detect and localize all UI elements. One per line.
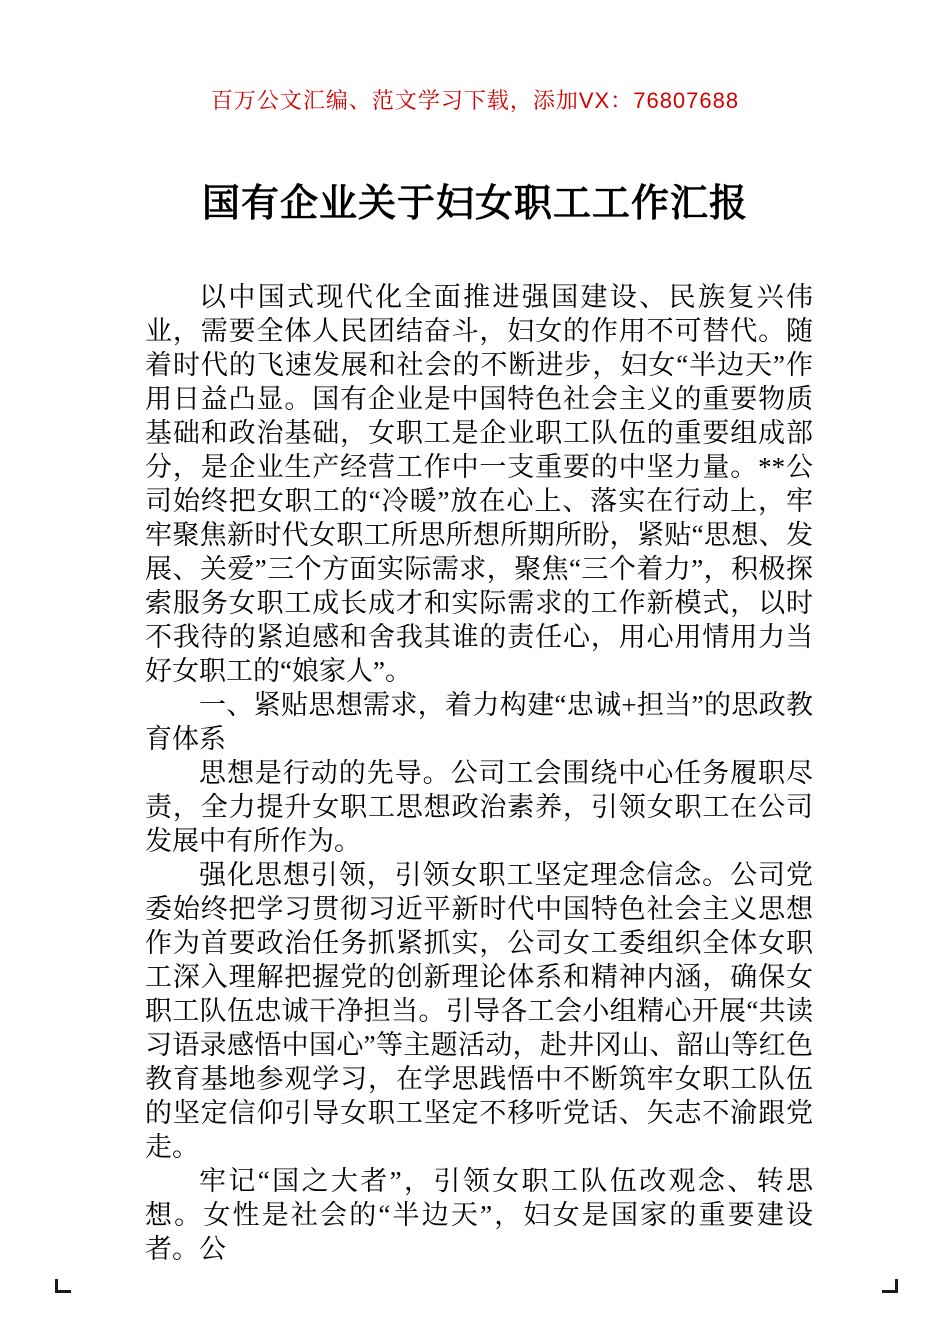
paragraph: 牢记“国之大者”，引领女职工队伍改观念、转思想。女性是社会的“半边天”，妇女是国家的重要建设者。公 [145, 1166, 813, 1264]
document-body [145, 280, 813, 1266]
page-corner-mark-left [55, 1279, 71, 1293]
paragraph-intro: 以中国式现代化全面推进强国建设、民族复兴伟业，需要全体人民团结奋斗，妇女的作用不可替代。随着时代的飞速发展和社会的不断进步，妇女“半边天”作用日益凸显。国有企业是中国特色社会主义的重要物质基础和政治基础，女职工是企业职工队伍的重要组成部分，是企业生产经营工作中一支重要的中坚力量。**公司始终把女职工的“冷暖”放在心上、落实在行动上，牢牢聚焦新时代女职工所思所想所期所盼，紧贴“思想、发展、关爱”三个方面实际需求，聚焦“三个着力”，积极探索服务女职工成长成才和实际需求的工作新模式，以时不我待的紧迫感和舍我其谁的责任心，用心用情用力当好女职工的“娘家人”。 [145, 282, 813, 686]
header-notice-text: 百万公文汇编、范文学习下载，添加VX：76807688 [210, 88, 740, 113]
section-heading: 一、紧贴思想需求，着力构建“忠诚+担当”的思政教育体系 [145, 690, 813, 754]
document-title: 国有企业关于妇女职工工作汇报 [201, 183, 748, 225]
page-corner-mark-right [882, 1279, 898, 1293]
paragraph: 思想是行动的先导。公司工会围绕中心任务履职尽责，全力提升女职工思想政治素养，引领女职工在公司发展中有所作为。 [145, 758, 813, 856]
paragraph: 强化思想引领，引领女职工坚定理念信念。公司党委始终把学习贯彻习近平新时代中国特色社会主义思想作为首要政治任务抓紧抓实，公司女工委组织全体女职工深入理解把握党的创新理论体系和精神内涵，确保女职工队伍忠诚干净担当。引导各工会小组精心开展“共读习语录感悟中国心”等主题活动，赴井冈山、韶山等红色教育基地参观学习，在学思践悟中不断筑牢女职工队伍的坚定信仰引导女职工坚定不移听党话、矢志不渝跟党走。 [145, 860, 813, 1162]
